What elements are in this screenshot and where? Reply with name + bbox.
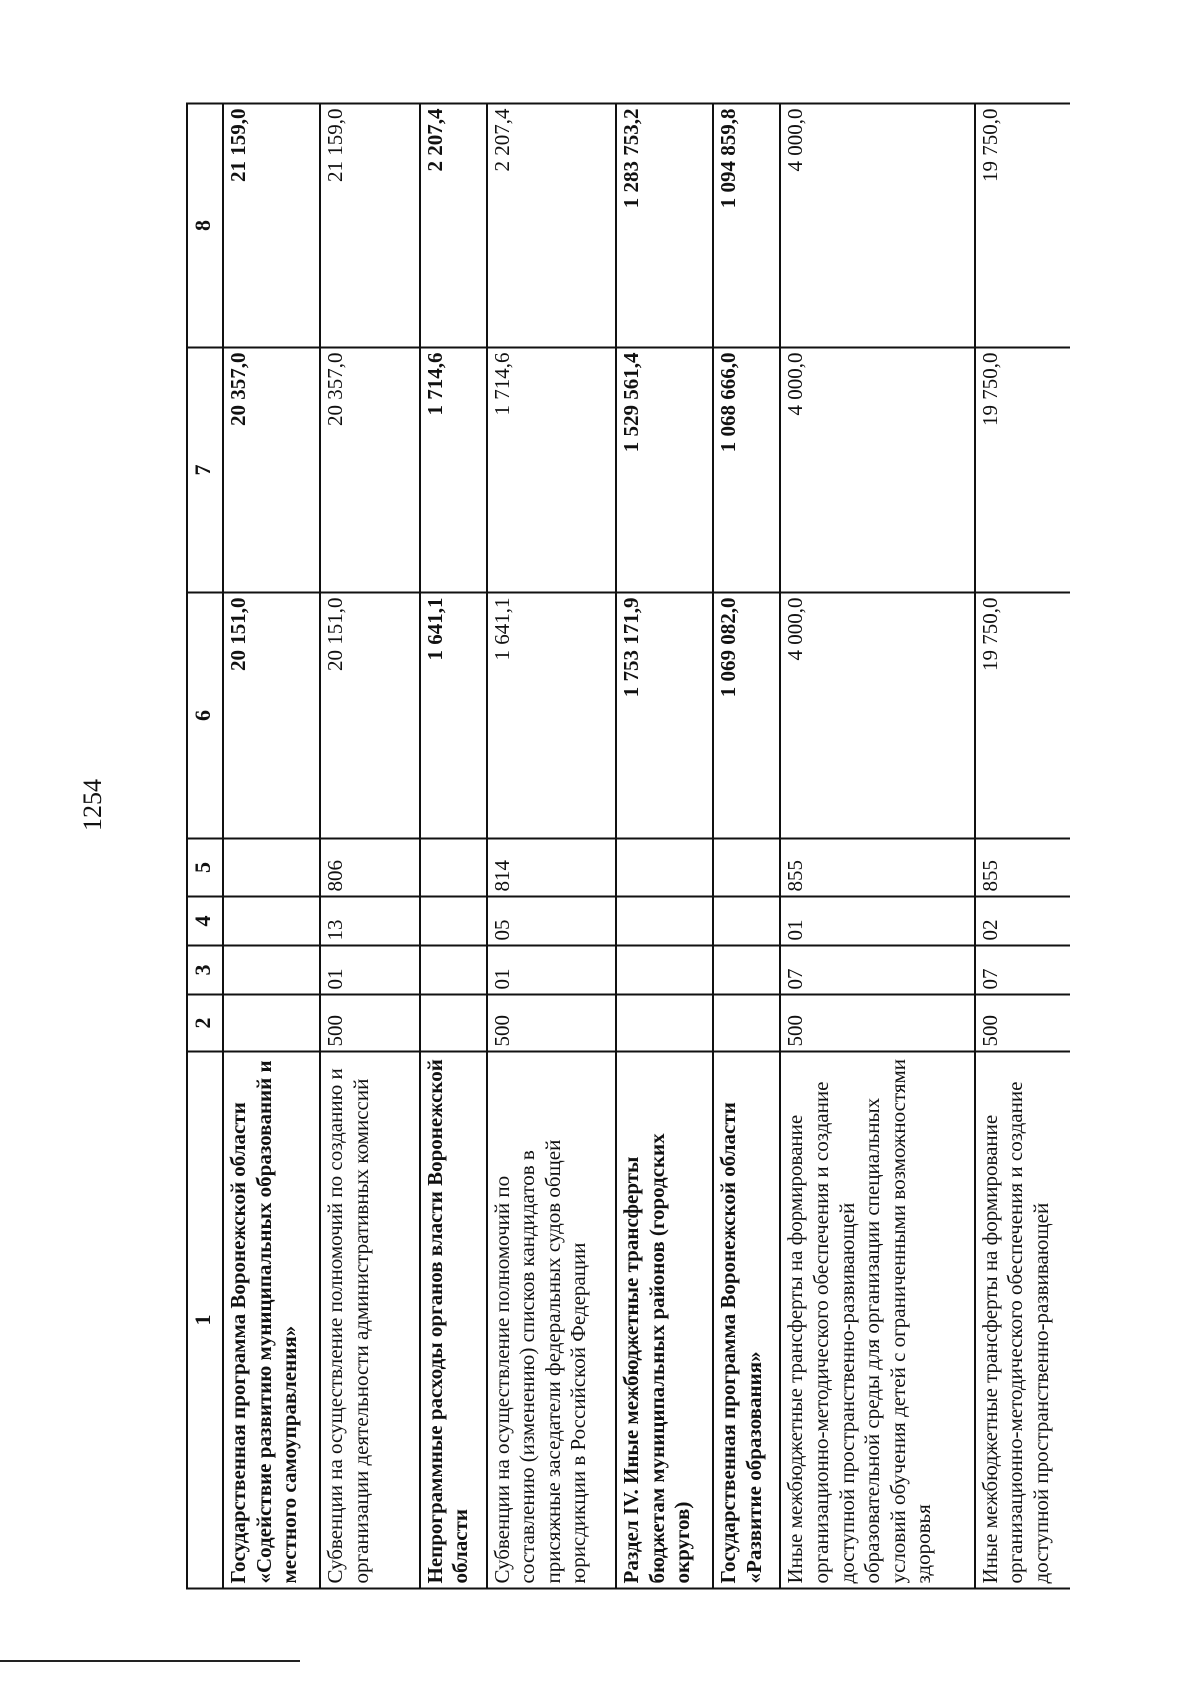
cell-value: 1 753 171,9 bbox=[616, 592, 713, 838]
cell-code bbox=[420, 994, 487, 1051]
cell-code bbox=[616, 945, 713, 994]
cell-code: 01 bbox=[780, 896, 974, 945]
cell-code: 07 bbox=[780, 945, 974, 994]
cell-code bbox=[420, 896, 487, 945]
cell-value: 1 529 561,4 bbox=[616, 347, 713, 592]
table-row bbox=[616, 103, 713, 1588]
cell-value: 4 000,0 bbox=[780, 103, 974, 347]
cell-value: 1 641,1 bbox=[487, 592, 617, 838]
cell-value: 4 000,0 bbox=[780, 347, 974, 592]
table-row bbox=[713, 103, 780, 1588]
cell-code bbox=[223, 896, 320, 945]
cell-value: 21 159,0 bbox=[320, 103, 419, 347]
cell-value: 20 151,0 bbox=[223, 592, 320, 838]
cell-code: 500 bbox=[975, 994, 1070, 1051]
table-row bbox=[780, 103, 974, 1588]
cell-code: 01 bbox=[487, 945, 617, 994]
column-header: 4 bbox=[187, 896, 223, 945]
cell-code bbox=[713, 838, 780, 896]
cell-code bbox=[713, 994, 780, 1051]
cell-value: 1 094 859,8 bbox=[713, 103, 780, 347]
cell-code bbox=[713, 945, 780, 994]
cell-value: 20 151,0 bbox=[320, 592, 419, 838]
column-header: 5 bbox=[187, 838, 223, 896]
cell-value: 2 207,4 bbox=[487, 103, 617, 347]
table-header-row bbox=[187, 103, 223, 1588]
cell-code bbox=[223, 838, 320, 896]
cell-code: 07 bbox=[975, 945, 1070, 994]
cell-code bbox=[616, 838, 713, 896]
cell-code bbox=[616, 896, 713, 945]
cell-code: 500 bbox=[487, 994, 617, 1051]
cell-code bbox=[420, 945, 487, 994]
row-name: Иные межбюджетные трансферты на формирование организационно-методического обеспечения и создание доступной пространственно-развивающей bbox=[975, 1051, 1070, 1588]
column-header: 2 bbox=[187, 994, 223, 1051]
column-header: 6 bbox=[187, 592, 223, 838]
cell-code: 05 bbox=[487, 896, 617, 945]
table-row bbox=[420, 103, 487, 1588]
cell-code: 500 bbox=[780, 994, 974, 1051]
table-row bbox=[320, 103, 419, 1588]
row-name: Субвенции на осуществление полномочий по созданию и организации деятельности административных комиссий bbox=[320, 1051, 419, 1588]
cell-code: 806 bbox=[320, 838, 419, 896]
cell-value: 4 000,0 bbox=[780, 592, 974, 838]
table-row bbox=[223, 103, 320, 1588]
cell-value: 1 714,6 bbox=[487, 347, 617, 592]
row-name: Иные межбюджетные трансферты на формирование организационно-методического обеспечения и создание доступной пространственно-развивающей образовательной среды для организации специальных условий обучения детей с ограниченными возможностями здоровья bbox=[780, 1051, 974, 1588]
table-row bbox=[975, 103, 1070, 1588]
cell-value: 2 207,4 bbox=[420, 103, 487, 347]
cell-code bbox=[420, 838, 487, 896]
column-header: 3 bbox=[187, 945, 223, 994]
cell-value: 1 714,6 bbox=[420, 347, 487, 592]
cell-value: 19 750,0 bbox=[975, 592, 1070, 838]
cell-code: 13 bbox=[320, 896, 419, 945]
row-name: Непрограммные расходы органов власти Воронежской области bbox=[420, 1051, 487, 1588]
budget-table bbox=[186, 102, 1070, 1589]
cell-code: 02 bbox=[975, 896, 1070, 945]
cell-code bbox=[713, 896, 780, 945]
column-header: 7 bbox=[187, 347, 223, 592]
cell-value: 1 283 753,2 bbox=[616, 103, 713, 347]
row-name: Государственная программа Воронежской области «Развитие образования» bbox=[713, 1051, 780, 1588]
row-name: Субвенции на осуществление полномочий по составлению (изменению) списков кандидатов в присяжные заседатели федеральных судов общей юрисдикции в Российской Федерации bbox=[487, 1051, 617, 1588]
column-header: 1 bbox=[187, 1051, 223, 1588]
cell-value: 20 357,0 bbox=[320, 347, 419, 592]
cell-code: 01 bbox=[320, 945, 419, 994]
cell-value: 1 641,1 bbox=[420, 592, 487, 838]
bottom-rule bbox=[0, 1660, 300, 1662]
cell-code bbox=[223, 994, 320, 1051]
cell-code: 855 bbox=[780, 838, 974, 896]
cell-code bbox=[223, 945, 320, 994]
cell-value: 20 357,0 bbox=[223, 347, 320, 592]
rotated-page-content bbox=[186, 104, 1070, 1589]
row-name: Государственная программа Воронежской области «Содействие развитию муниципальных образований и местного самоуправления» bbox=[223, 1051, 320, 1588]
cell-value: 21 159,0 bbox=[223, 103, 320, 347]
cell-value: 19 750,0 bbox=[975, 347, 1070, 592]
cell-value: 1 069 082,0 bbox=[713, 592, 780, 838]
page-number: 1254 bbox=[78, 779, 107, 831]
cell-value: 19 750,0 bbox=[975, 103, 1070, 347]
cell-value: 1 068 666,0 bbox=[713, 347, 780, 592]
cell-code bbox=[616, 994, 713, 1051]
table-row bbox=[487, 103, 617, 1588]
column-header: 8 bbox=[187, 103, 223, 347]
cell-code: 855 bbox=[975, 838, 1070, 896]
cell-code: 814 bbox=[487, 838, 617, 896]
row-name: Раздел IV. Иные межбюджетные трансферты бюджетам муниципальных районов (городских округов) bbox=[616, 1051, 713, 1588]
cell-code: 500 bbox=[320, 994, 419, 1051]
